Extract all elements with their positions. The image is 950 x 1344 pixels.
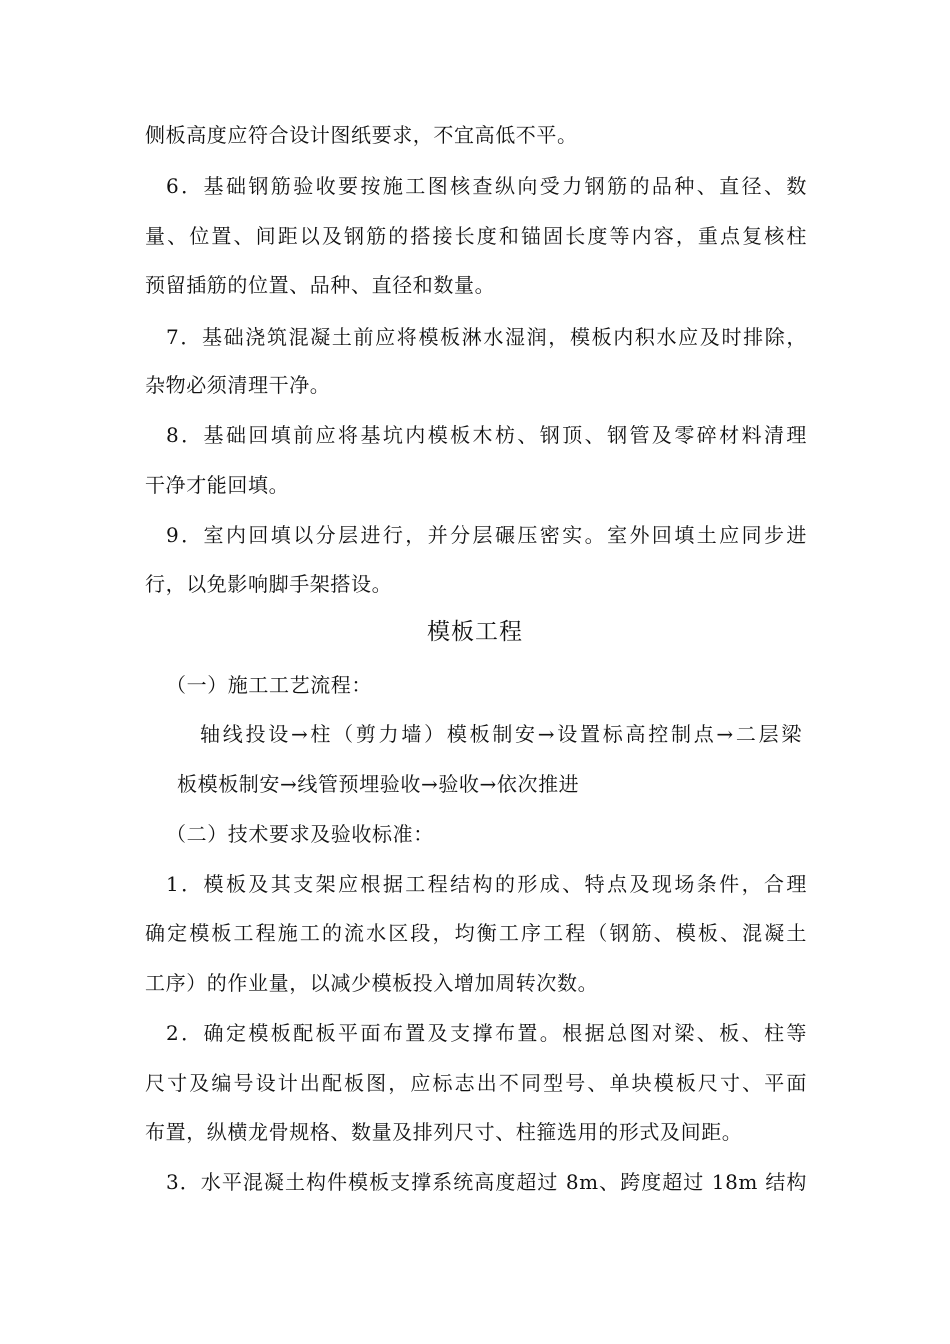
subsection-title: （一）施工工艺流程： xyxy=(166,673,372,697)
paragraph-line: 量、位置、间距以及钢筋的搭接长度和锚固长度等内容，重点复核柱 xyxy=(145,224,807,248)
paragraph-line: 工序）的作业量，以减少模板投入增加周转次数。 xyxy=(145,971,599,995)
paragraph-line: 1．模板及其支架应根据工程结构的形成、特点及现场条件，合理 xyxy=(166,872,807,896)
paragraph-line: 确定模板工程施工的流水区段，均衡工序工程（钢筋、模板、混凝土 xyxy=(145,921,807,945)
paragraph-line: 杂物必须清理干净。 xyxy=(145,373,331,397)
paragraph-line: 8．基础回填前应将基坑内模板木枋、钢顶、钢管及零碎材料清理 xyxy=(166,423,807,447)
paragraph-line: 干净才能回填。 xyxy=(145,473,290,497)
subsection-title: （二）技术要求及验收标准： xyxy=(166,822,434,846)
paragraph-line: 行，以免影响脚手架搭设。 xyxy=(145,572,393,596)
flow-line: 板模板制安→线管预埋验收→验收→依次推进 xyxy=(177,772,580,796)
paragraph-line: 6．基础钢筋验收要按施工图核查纵向受力钢筋的品种、直径、数 xyxy=(166,174,807,198)
section-title: 模板工程 xyxy=(427,619,523,645)
paragraph-line: 2．确定模板配板平面布置及支撑布置。根据总图对梁、板、柱等 xyxy=(166,1021,807,1045)
paragraph-line: 预留插筋的位置、品种、直径和数量。 xyxy=(145,273,496,297)
paragraph-line: 尺寸及编号设计出配板图，应标志出不同型号、单块模板尺寸、平面 xyxy=(145,1071,807,1095)
flow-line: 轴线投设→柱（剪力墙）模板制安→设置标高控制点→二层梁 xyxy=(200,722,802,746)
paragraph-line: 9．室内回填以分层进行，并分层碾压密实。室外回填土应同步进 xyxy=(166,523,807,547)
paragraph-line: 7．基础浇筑混凝土前应将模板淋水湿润，模板内积水应及时排除， xyxy=(166,325,807,349)
paragraph-line: 侧板高度应符合设计图纸要求，不宜高低不平。 xyxy=(145,123,578,147)
paragraph-line: 3．水平混凝土构件模板支撑系统高度超过 8m、跨度超过 18m 结构 xyxy=(166,1170,807,1194)
paragraph-line: 布置，纵横龙骨规格、数量及排列尺寸、柱箍选用的形式及间距。 xyxy=(145,1120,743,1144)
